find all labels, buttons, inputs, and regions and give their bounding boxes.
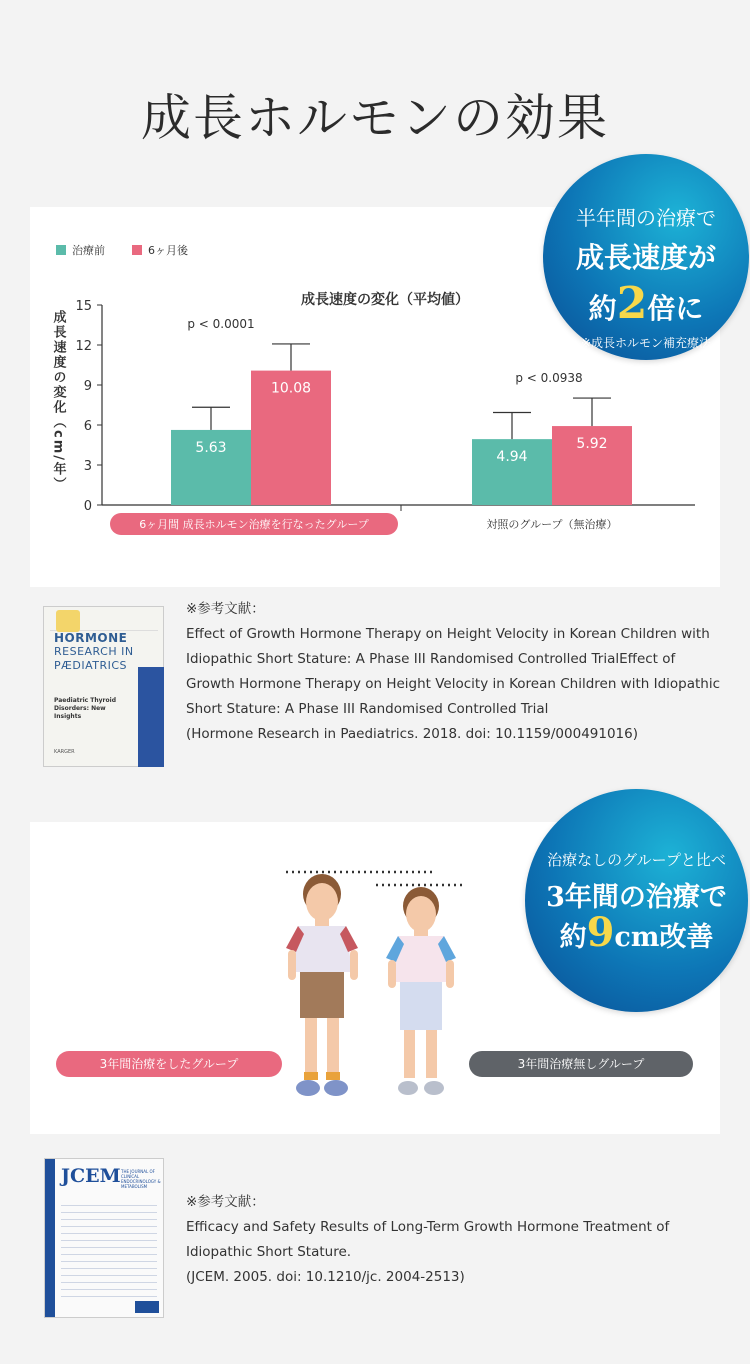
y-tick-label: 15 [75,299,92,314]
cover-title-line1: HORMONE [54,631,128,645]
legend-label-after: 6ヶ月後 [148,244,188,257]
cover-title-line3: PÆDIATRICS [54,659,128,672]
cover-seal-icon [56,610,80,632]
badge2-suffix: cm改善 [614,922,714,953]
cover-subtitle: Paediatric Thyroid Disorders: New Insights [54,697,116,720]
journal-cover-jcem [44,1158,164,1318]
cover-publisher-logo: KARGER [54,749,75,755]
category-label-control: 対照のグループ（無治療） [486,518,618,531]
cover2-contents [61,1199,157,1299]
y-tick-label: 9 [83,379,92,394]
category-label-treated: 6ヶ月間 成長ホルモン治療を行なったグループ [139,518,369,531]
bar-value-label: 10.08 [270,380,312,397]
badge1-note: ※成長ホルモン補充療法 [580,336,712,350]
p-value-annotation: p < 0.0938 [515,371,583,386]
badge2-line1: 治療なしのグループと比べ [547,851,726,869]
reference-1 [186,597,726,747]
chart-title: 成長速度の変化（平均値） [301,292,469,308]
ref1-source: (Hormone Research in Paediatrics. 2018. doi: 10.1159/000491016) [186,726,639,742]
ref2-heading: ※参考文献： [186,1194,265,1210]
bar-value-label: 5.92 [576,436,608,453]
page-title: 成長ホルモンの効果 [141,89,609,147]
cover2-subtitle: THE JOURNAL OF CLINICAL ENDOCRINOLOGY & METABOLISM [121,1169,161,1189]
badge1-line1: 半年間の治療で [576,206,716,230]
y-axis-label: 成長速度の変化（cm/年） [50,310,66,492]
untreated-child-figure [386,887,456,1095]
badge2-number: 9 [586,909,615,956]
badge2-prefix: 約 [559,922,587,953]
legend-swatch-after [132,245,142,255]
journal-cover-hormone-research [43,606,164,767]
badge1-line3 [543,278,749,329]
ref1-text: Effect of Growth Hormone Therapy on Height Velocity in Korean Children with Idiopathic Short Stature: A Phase III Randomised Controlled TrialEffect of Growth Hormone Therapy on Height Velocity in Korean Children with Idiopathic Short Stature: A Phase III Randomised Controlled Trial [186,626,721,717]
badge1-number: 2 [616,278,648,329]
bar-value-label: 4.94 [496,449,528,466]
badge1-prefix: 約 [588,292,617,325]
p-value-annotation: p < 0.0001 [187,316,255,331]
cover-title-line2: RESEARCH IN [54,645,134,658]
treated-group-label: 3年間治療をしたグループ [56,1051,282,1077]
badge2-line2: 3年間の治療で [546,882,727,913]
result-badge-2x [543,154,749,360]
ref2-source: (JCEM. 2005. doi: 10.1210/jc. 2004-2513) [186,1269,465,1285]
ref1-heading: ※参考文献： [186,601,265,617]
untreated-group-label: 3年間治療無しグループ [469,1051,693,1077]
cover2-publisher-mark [135,1301,159,1313]
badge2-line3 [525,909,748,956]
badge1-suffix: 倍に [647,292,704,325]
cover2-logo: JCEM [61,1165,121,1187]
cover2-spine [45,1159,55,1317]
result-badge-9cm [525,789,748,1012]
y-tick-label: 6 [83,419,92,434]
y-tick-label: 12 [75,339,92,354]
y-tick-label: 3 [83,459,92,474]
legend-swatch-before [56,245,66,255]
reference-2 [186,1190,726,1290]
legend-label-before: 治療前 [72,244,105,257]
bar-value-label: 5.63 [195,439,227,456]
ref2-text: Efficacy and Safety Results of Long-Term Growth Hormone Treatment of Idiopathic Short Stature. [186,1219,670,1260]
cover-blue-bar [138,667,164,767]
badge1-line2: 成長速度が [575,241,716,274]
y-tick-label: 0 [83,499,92,514]
treated-child-figure [286,874,358,1096]
